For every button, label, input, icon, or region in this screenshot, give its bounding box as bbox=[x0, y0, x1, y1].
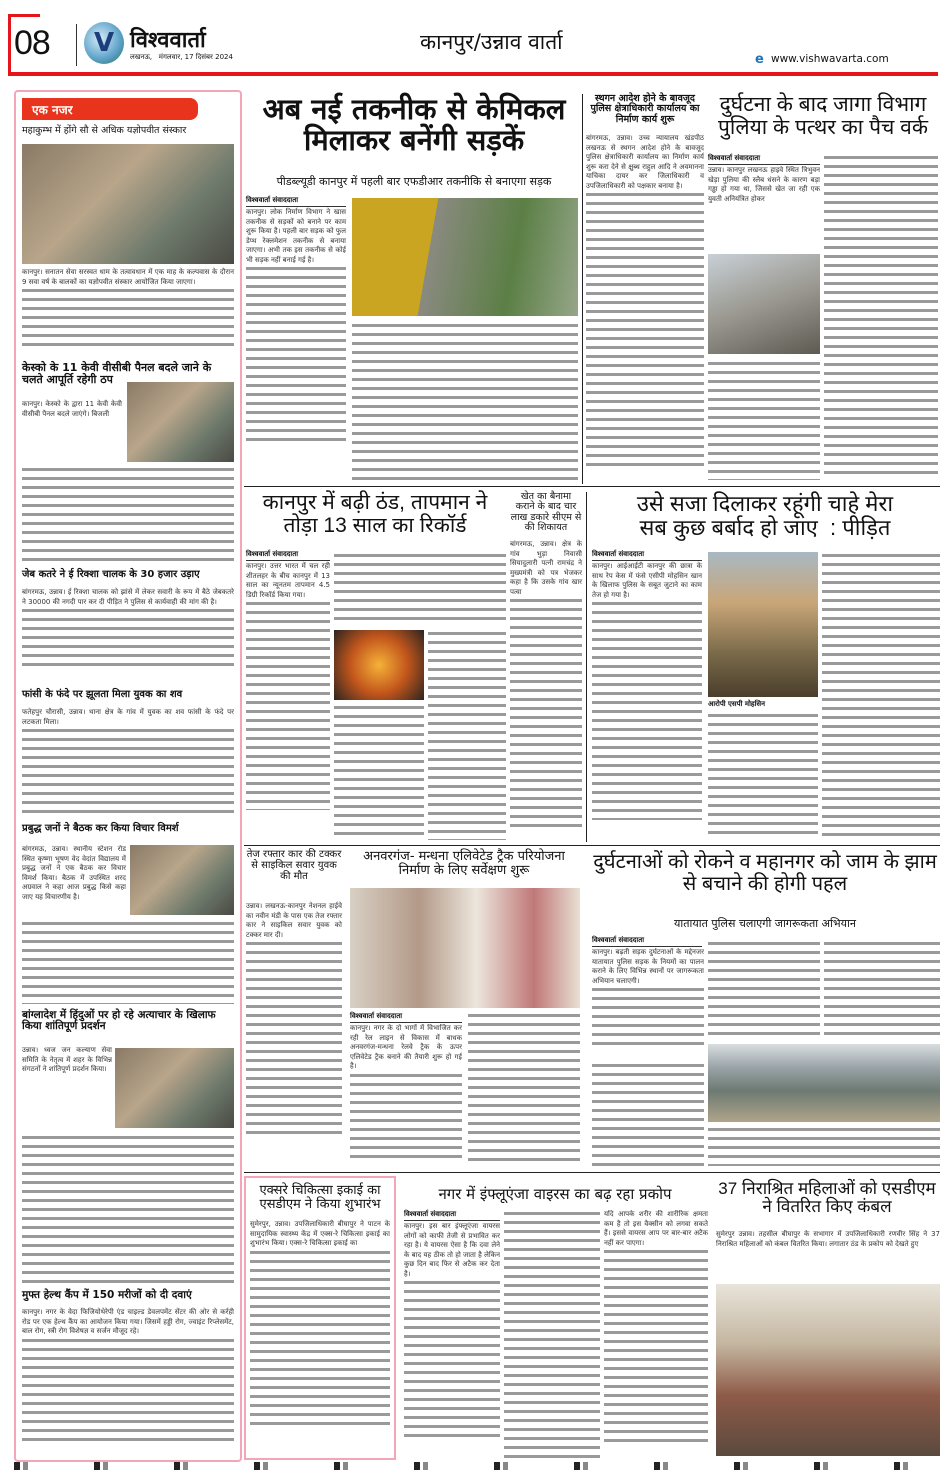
story-track-cols bbox=[468, 1012, 580, 1166]
header-red-rule bbox=[8, 72, 938, 76]
website-icon: e bbox=[755, 52, 764, 67]
story-traffic-cols2 bbox=[824, 940, 940, 1040]
page-number: 08 bbox=[14, 24, 50, 62]
story-text: कानपुर। सनातन सेवा सरस्वत धाम के तत्वावधान में एक माह के कल्पवास के दौरान 9 सवा वर्ष के बालकों का यज्ञोपवीत संस्कार आयोजित किया जाएगा। bbox=[22, 268, 234, 286]
page-header bbox=[0, 0, 945, 80]
story-text: कानपुर। बढ़ती सड़क दुर्घटनाओं के मद्देनजर यातायात पुलिस सड़क के नियमों का पालन कराने के लिए विभिन्न स्थानों पर जागरूकता अभियान चलाएगी। bbox=[592, 948, 704, 985]
story-text: बांगरमऊ, उन्नाव। स्थानीय स्टेशन रोड स्थित कृष्णा भूषण वेद वेदांत विद्यालय में प्रबुद्ध जनों ने एक बैठक कर विचार विमर्श किया। बैठक में उपस्थित शरद अग्रवाल ने कहा आज प्रबुद्ध किसे कहा जाए यह विचारणीय है। bbox=[22, 845, 126, 901]
story-puliya-body bbox=[824, 154, 938, 480]
story-khet bbox=[510, 540, 582, 840]
victim-byline: विश्ववार्ता संवाददाता bbox=[592, 550, 702, 561]
headline-traffic: दुर्घटनाओं को रोकने व महानगर को जाम के झाम से बचाने की होगी पहल bbox=[593, 851, 937, 895]
headline-victim-line2: सब कुछ बर्बाद हो जाए : पीड़ित bbox=[639, 514, 891, 540]
photo-officials bbox=[350, 888, 580, 1008]
story-text: कानपुर। उत्तर भारत में चल रही शीतलहर के बीच कानपुर में 13 साल का न्यूनतम तापमान 4.5 डिग्री रिकॉर्ड किया गया। bbox=[246, 562, 330, 599]
story-flu-col2 bbox=[504, 1210, 600, 1458]
story-text: उन्नाव। कानपुर लखनऊ हाइवे स्थित त्रिभुवन खेड़ा पुलिया की स्लैब धंसने के कारण बड़ा गड्ढा हो गया था, जिससे खेत जा रही एक युवती अनियंत्रित होकर bbox=[708, 166, 820, 203]
story-prabuddh-body bbox=[22, 920, 234, 1004]
story-bangladesh bbox=[22, 1046, 112, 1130]
story-text: उन्नाव। ध्वज जन कल्याण सेवा समिति के नेतृत्व में शहर के विभिन्न संगठनों ने शांतिपूर्ण प्रदर्शन किया। bbox=[22, 1046, 112, 1073]
headline-jebkatre: जेब कतरे ने ई रिक्शा चालक के 30 हजार उड़ाए bbox=[22, 569, 200, 580]
story-cold-cols bbox=[334, 552, 506, 626]
story-flu bbox=[404, 1222, 500, 1458]
story-text: कानपुर। आईआईटी कानपुर की छात्रा के साथ रेप केस में फंसे एसीपी मोहसिन खान के खिलाफ पुलिस के सबूत जुटाने का काम तेज हो गया है। bbox=[592, 562, 702, 599]
story-text: सुमेरपुर उन्नाव। तहसील बीघापुर के सभागार में उपजिलाधिकारी रणवीर सिंह ने 37 निराश्रित महिलाओं को कंबल वितरित किया। लगातार ठंड के प्रकोप को देखते हुए bbox=[716, 1230, 940, 1248]
photo-prabuddh bbox=[130, 845, 234, 915]
photo-fire bbox=[334, 630, 424, 700]
website-link[interactable]: www.vishwavarta.com bbox=[771, 53, 889, 65]
lead-headline-line1: अब नई तकनीक से केमिकल bbox=[262, 92, 566, 126]
headline-phansi: फांसी के फंदे पर झूलता मिला युवक का शव bbox=[22, 689, 183, 700]
section-rule bbox=[244, 486, 940, 487]
headline-cold: कानपुर में बढ़ी ठंड, तापमान ने तोड़ा 13 साल का रिकॉर्ड bbox=[262, 491, 488, 537]
puliya-byline: विश्ववार्ता संवाददाता bbox=[708, 154, 820, 165]
story-stay-order bbox=[586, 134, 704, 480]
story-bangladesh-body bbox=[22, 1134, 234, 1284]
headline-health-camp: मुफ्त हेल्थ कैंप में 150 मरीजों को दी दवाएं bbox=[22, 1289, 192, 1301]
photo-traffic-jam bbox=[708, 1044, 940, 1122]
lead-byline: विश्ववार्ता संवाददाता bbox=[246, 196, 346, 207]
story-text: फतेहपुर चौरासी, उन्नाव। थाना क्षेत्र के गांव में युवक का शव फांसी के फंदे पर लटकता मिला। bbox=[22, 708, 234, 726]
photo-road-machine bbox=[352, 198, 578, 316]
story-text: यदि आपके शरीर की शारीरिक क्षमता कम है तो इस वैक्सीन को लगवा सकते हैं। इससे वायरस आप पर बार-बार अटैक नहीं कर पाएगा। bbox=[604, 1210, 708, 1247]
story-cold-cols2 bbox=[428, 630, 506, 840]
story-victim-cols bbox=[822, 552, 940, 840]
photo-puliya bbox=[708, 254, 820, 354]
headline-mahakumbh: महाकुम्भ में होंगे सौ से अधिक यज्ञोपवीत संस्कार bbox=[22, 125, 187, 136]
column-rule bbox=[586, 492, 587, 842]
headline-track: अनवरगंज- मन्धना एलिवेटेड ट्रैक परियोजना निर्माण के लिए सर्वेक्षण शुरू bbox=[363, 849, 565, 879]
photo-blanket bbox=[716, 1284, 940, 1456]
subheadline-traffic: यातायात पुलिस चलाएगी जागरूकता अभियान bbox=[674, 917, 856, 930]
story-puliya bbox=[708, 166, 820, 250]
header-divider bbox=[76, 24, 77, 66]
lead-headline-line2: मिलाकर बनेंगी सड़कें bbox=[303, 123, 525, 158]
section-title: कानपुर/उन्नाव वार्ता bbox=[420, 30, 563, 54]
flu-byline: विश्ववार्ता संवाददाता bbox=[404, 1210, 500, 1221]
photo-bangladesh bbox=[115, 1048, 234, 1128]
headline-victim-line1: उसे सजा दिलाकर रहूंगी चाहे मेरा bbox=[636, 491, 894, 516]
track-byline: विश्ववार्ता संवाददाता bbox=[350, 1012, 462, 1023]
cold-byline: विश्ववार्ता संवाददाता bbox=[246, 550, 330, 561]
headline-accident: तेज रफ्तार कार की टक्कर से साइकिल सवार युवक की मौत bbox=[246, 849, 342, 882]
headline-bangladesh: बांग्लादेश में हिंदुओं पर हो रहे अत्याचार के खिलाफ किया शांतिपूर्ण प्रदर्शन bbox=[22, 1009, 216, 1033]
headline-puliya: दुर्घटना के बाद जागा विभाग पुलिया के पत्थर का पैच वर्क bbox=[717, 93, 928, 139]
logo-icon: V bbox=[84, 22, 124, 64]
story-text: उन्नाव। लखनऊ-कानपुर नेशनल हाईवे का नवीन मंडी के पास एक तेज रफ्तार कार ने साइकिल सवार युवक को टक्कर मार दी। bbox=[246, 902, 342, 939]
column-rule bbox=[582, 94, 583, 484]
story-text: कानपुर। इस बार इंफ्लूएंजा वायरस लोगों को काफी तेजी से प्रभावित कर रहा है। ये वायरस ऐसा है कि दवा लेने के बाद यह ठीक तो हो जाता है लेकिन कुछ दिन बाद फिर से अटैक कर देता है। bbox=[404, 1222, 500, 1278]
story-text: सुमेरपुर, उन्नाव। उपजिलाधिकारी बीघापुर ने पाटन के सामुदायिक स्वास्थ्य केंद्र में एक्स-रे चिकित्सा इकाई का शुभारंभ किया। एक्स-रे चिकित्सा इकाई का bbox=[250, 1220, 390, 1247]
story-victim-cols2 bbox=[708, 712, 818, 840]
story-cold bbox=[246, 562, 330, 840]
story-xray bbox=[250, 1220, 390, 1456]
story-flu-col3 bbox=[604, 1210, 708, 1458]
story-track bbox=[350, 1024, 462, 1166]
footer-color-bar bbox=[14, 1462, 940, 1470]
story-health-camp bbox=[22, 1308, 234, 1456]
story-traffic-cols bbox=[708, 940, 820, 1040]
paper-name: विश्ववार्ता bbox=[130, 28, 206, 53]
story-victim bbox=[592, 562, 702, 840]
story-text: कानपुर। केस्को के द्वारा 11 केवी केवी वीसीबी पैनल बदले जाएंगे। बिजली bbox=[22, 400, 122, 418]
story-traffic-cols4 bbox=[708, 1126, 940, 1166]
story-text: बांगरमऊ, उन्नाव। क्षेत्र के गांव भुड़ा निवासी सियादुलारी पत्नी रामचंद्र ने मुख्यमंत्री को पत्र भेजकर कहा है कि उसके गांव खार पत्वा bbox=[510, 540, 582, 596]
story-text: कानपुर। नगर के दो भागों में विभाजित कर रही रेल लाइन से विकास में बाधक अनवरगंज-मन्धना रेलवे ट्रैक के ऊपर एलिवेटेड ट्रैक बनाने की तैयारी शुरू हो गई है। bbox=[350, 1024, 462, 1070]
story-traffic bbox=[592, 948, 704, 1058]
story-accident bbox=[246, 902, 342, 1166]
photo-mahakumbh bbox=[22, 144, 234, 264]
photo-kesco bbox=[127, 382, 234, 462]
story-mahakumbh bbox=[22, 268, 234, 360]
photo-caption: आरोपी एसपी मोहसिन bbox=[708, 700, 766, 708]
section-rule bbox=[244, 1172, 940, 1173]
headline-blanket: 37 निराश्रित महिलाओं को एसडीएम ने वितरित किए कंबल bbox=[718, 1179, 936, 1217]
headline-stay-order: स्थगन आदेश होने के बावजूद पुलिस क्षेत्राधिकारी कार्यालय का निर्माण कार्य शुरू bbox=[590, 93, 700, 125]
story-kesco bbox=[22, 400, 122, 462]
story-blanket bbox=[716, 1230, 940, 1280]
lead-story bbox=[246, 208, 346, 480]
story-text: बांगरमऊ, उन्नाव। उच्च न्यायालय खंडपीठ लखनऊ से स्थगन आदेश होने के बावजूद पुलिस क्षेत्राधिकारी कार्यालय का निर्माण कार्य शुरू करा देने से क्षुब्ध राहुल आदि ने अवमानना याचिका दायर कर जिलाधिकारी व उपजिलाधिकारी को पक्षकार बनाया है। bbox=[586, 134, 704, 190]
story-cold-cols3 bbox=[334, 704, 424, 840]
traffic-byline: विश्ववार्ता संवाददाता bbox=[592, 936, 702, 947]
story-text: कानपुर। लोक निर्माण विभाग ने खास तकनीक से सड़कों को बनाने पर काम शुरू किया है। पहली बार सड़क को फुल डेप्थ रेक्लमेशन तकनीक से बनाया जाएगा। अभी तक इस तकनीक से कोई भी सड़क नहीं बनाई गई है। bbox=[246, 208, 346, 264]
story-text: कानपुर। नगर के वेदा फिजियोथेरेपी एंड चाइल्ड डेवलपमेंट सेंटर की ओर से कर्रही रोड पर एक हेल्थ कैंप का आयोजन किया गया। जिसमें हड्डी रोग, ज्वाइंट रिप्लेसमेंट, बाल रोग, स्त्री रोग विशेषज्ञ व सर्जन मौजूद रहे। bbox=[22, 1308, 234, 1335]
headline-flu: नगर में इंफ्लूएंजा वाइरस का बढ़ रहा प्रकोप bbox=[438, 1185, 672, 1203]
story-phansi bbox=[22, 708, 234, 820]
dateline: लखनऊ, मंगलवार, 17 दिसंबर 2024 bbox=[130, 53, 233, 61]
story-prabuddh bbox=[22, 845, 126, 917]
lead-subheadline: पीडब्ल्यूडी कानपुर में पहली बार एफडीआर तकनीकि से बनाएगा सड़क bbox=[276, 175, 552, 188]
headline-khet: खेत का बैनामा कराने के बाद चार लाख डकारे सीएम से की शिकायत bbox=[510, 491, 582, 533]
story-text: बांगरमऊ, उन्नाव। ई रिक्शा चालक को झांसे में लेकर सवारी के रूप में बैठे जेबकतरे ने 30000 की नगदी पार कर दी पीड़ित ने पुलिस से कार्यवाही की मांग की है। bbox=[22, 588, 234, 606]
headline-kesco: केस्को के 11 केवी वीसीबी पैनल बदले जाने के चलते आपूर्ति रहेगी ठप bbox=[22, 361, 212, 386]
headline-victim bbox=[590, 492, 940, 540]
story-traffic-cols3 bbox=[592, 1062, 704, 1166]
headline-prabuddh: प्रबुद्ध जनों ने बैठक कर किया विचार विमर्श bbox=[22, 823, 179, 834]
photo-accused bbox=[708, 552, 818, 697]
lead-story-cols bbox=[352, 322, 578, 480]
story-kesco-body bbox=[22, 466, 234, 566]
story-jebkatre bbox=[22, 588, 234, 688]
story-puliya-body2 bbox=[708, 360, 820, 480]
lead-headline bbox=[244, 94, 584, 157]
ek-nazar-banner: एक नजर bbox=[22, 98, 198, 120]
section-rule bbox=[244, 845, 940, 846]
headline-xray: एक्सरे चिकित्सा इकाई का एसडीएम ने किया शुभारंभ bbox=[259, 1183, 381, 1213]
